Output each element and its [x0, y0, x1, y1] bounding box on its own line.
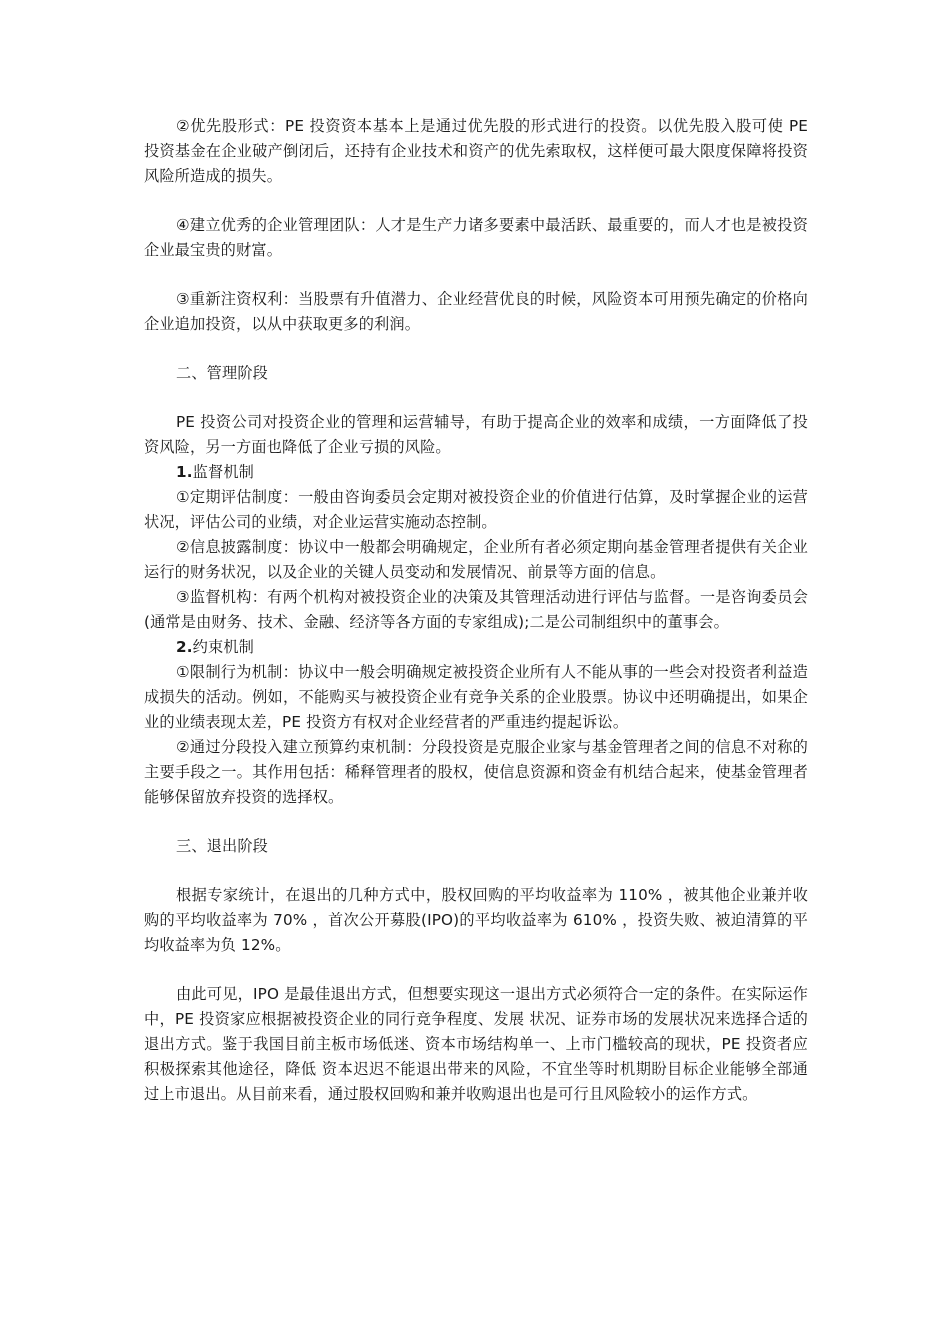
subheading-supervision-mechanism: [144, 460, 808, 485]
paragraph-management-team: ④建立优秀的企业管理团队：人才是生产力诸多要素中最活跃、最重要的，而人才也是被投资企业最宝贵的财富。: [144, 216, 808, 259]
paragraph-information-disclosure: ②信息披露制度：协议中一般都会明确规定，企业所有者必须定期向基金管理者提供有关企业运行的财务状况，以及企业的关键人员变动和发展情况、前景等方面的信息。: [144, 538, 808, 581]
document-body: [144, 114, 808, 1107]
paragraph-supervisory-bodies: ③监督机构：有两个机构对被投资企业的决策及其管理活动进行评估与监督。一是咨询委员会(通常是由财务、技术、金融、经济等各方面的专家组成);二是公司制组织中的董事会。: [144, 588, 808, 631]
subheading-number: 1.: [176, 463, 193, 481]
paragraph-periodic-evaluation: ①定期评估制度：一般由咨询委员会定期对被投资企业的价值进行估算，及时掌握企业的运营状况，评估公司的业绩，对企业运营实施动态控制。: [144, 488, 808, 531]
paragraph-preferred-stock: ②优先股形式：PE 投资资本基本上是通过优先股的形式进行的投资。以优先股入股可使 PE 投资基金在企业破产倒闭后，还持有企业技术和资产的优先索取权，这样便可最大限度保障将投资风险所造成的损失。: [144, 117, 808, 185]
paragraph-exit-conclusion: 由此可见，IPO 是最佳退出方式，但想要实现这一退出方式必须符合一定的条件。在实际运作中，PE 投资家应根据被投资企业的同行竞争程度、发展 状况、证券市场的发展状况来选择合适的退出方式。鉴于我国目前主板市场低迷、资本市场结构单一、上市门槛较高的现状，PE 投资者应积极探索其他途径，降低 资本迟迟不能退出带来的风险，不宜坐等时机期盼目标企业能够全部通过上市退出。从目前来看，通过股权回购和兼并收购退出也是可行且风险较小的运作方式。: [144, 985, 808, 1103]
paragraph-exit-statistics: 根据专家统计，在退出的几种方式中，股权回购的平均收益率为 110% ，被其他企业兼并收购的平均收益率为 70% ，首次公开募股(IPO)的平均收益率为 610% ，投资失败、被迫清算的平均收益率为负 12%。: [144, 886, 808, 954]
subheading-number: 2.: [176, 638, 193, 656]
paragraph-management-intro: PE 投资公司对投资企业的管理和运营辅导，有助于提高企业的效率和成绩，一方面降低了投资风险，另一方面也降低了企业亏损的风险。: [144, 413, 808, 456]
subheading-title: 监督机制: [192, 463, 254, 481]
section-heading-exit-stage: 三、退出阶段: [176, 837, 269, 855]
subheading-constraint-mechanism: [144, 635, 808, 660]
paragraph-staged-investment: ②通过分段投入建立预算约束机制：分段投资是克服企业家与基金管理者之间的信息不对称的主要手段之一。其作用包括：稀释管理者的股权，使信息资源和资金有机结合起来，使基金管理者能够保留放弃投资的选择权。: [144, 738, 808, 806]
paragraph-behavior-restriction: ①限制行为机制：协议中一般会明确规定被投资企业所有人不能从事的一些会对投资者利益造成损失的活动。例如，不能购买与被投资企业有竞争关系的企业股票。协议中还明确提出，如果企业的业绩表现太差，PE 投资方有权对企业经营者的严重违约提起诉讼。: [144, 663, 808, 731]
subheading-title: 约束机制: [192, 638, 254, 656]
section-heading-management-stage: 二、管理阶段: [176, 364, 269, 382]
paragraph-reinvestment-right: ③重新注资权利：当股票有升值潜力、企业经营优良的时候，风险资本可用预先确定的价格向企业追加投资，以从中获取更多的利润。: [144, 290, 808, 333]
